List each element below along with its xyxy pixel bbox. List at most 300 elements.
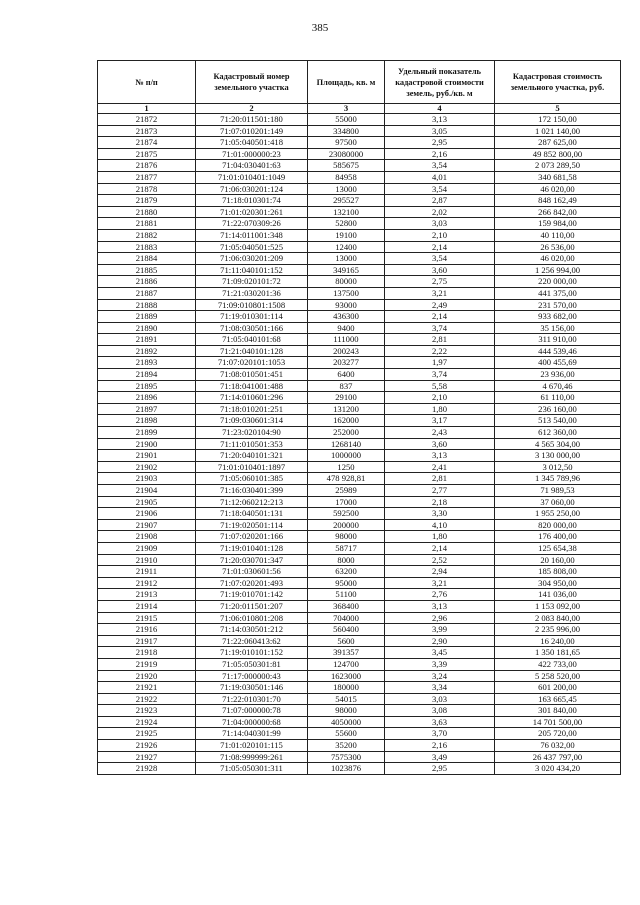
area-cell: 1268140 [308,438,385,450]
cadastral-value-cell: 35 156,00 [495,322,621,334]
cadastral-value-cell: 141 036,00 [495,589,621,601]
specific-value-cell: 2,41 [385,461,495,473]
cadastral-value-cell: 220 000,00 [495,276,621,288]
cadastral-value-cell: 1 345 789,96 [495,473,621,485]
table-body [98,114,621,775]
area-cell: 55000 [308,114,385,126]
cadastral-value-cell: 311 910,00 [495,334,621,346]
row-number-cell: 21926 [98,740,196,752]
specific-value-cell: 3,54 [385,160,495,172]
table-row [98,705,621,717]
specific-value-cell: 2,81 [385,473,495,485]
area-cell: 80000 [308,276,385,288]
header-area: Площадь, кв. м [308,61,385,104]
table-row [98,716,621,728]
area-cell: 111000 [308,334,385,346]
table-row [98,206,621,218]
table-row [98,403,621,415]
area-cell: 35200 [308,740,385,752]
cadastral-value-cell: 4 670,46 [495,380,621,392]
specific-value-cell: 1,80 [385,403,495,415]
specific-value-cell: 3,30 [385,508,495,520]
specific-value-cell: 2,94 [385,566,495,578]
area-cell: 837 [308,380,385,392]
cadastral-number-cell: 71:22:010301:70 [196,693,308,705]
table-row [98,496,621,508]
cadastral-number-cell: 71:22:060413:62 [196,635,308,647]
area-cell: 585675 [308,160,385,172]
area-cell: 252000 [308,427,385,439]
cadastral-number-cell: 71:05:050301:311 [196,763,308,775]
cadastral-number-cell: 71:05:050301:81 [196,658,308,670]
table-row [98,450,621,462]
cadastral-number-cell: 71:06:030201:124 [196,183,308,195]
cadastral-value-cell: 4 565 304,00 [495,438,621,450]
row-number-cell: 21923 [98,705,196,717]
cadastral-number-cell: 71:07:020101:1053 [196,357,308,369]
area-cell: 5600 [308,635,385,647]
cadastral-value-cell: 820 000,00 [495,519,621,531]
row-number-cell: 21924 [98,716,196,728]
specific-value-cell: 3,08 [385,705,495,717]
cadastral-value-cell: 14 701 500,00 [495,716,621,728]
table-row [98,357,621,369]
area-cell: 25989 [308,485,385,497]
cadastral-value-cell: 40 110,00 [495,229,621,241]
cadastral-number-cell: 71:11:010501:353 [196,438,308,450]
specific-value-cell: 5,58 [385,380,495,392]
table-row [98,137,621,149]
cadastral-number-cell: 71:20:040101:321 [196,450,308,462]
specific-value-cell: 1,97 [385,357,495,369]
row-number-cell: 21906 [98,508,196,520]
specific-value-cell: 2,87 [385,195,495,207]
table-row [98,160,621,172]
area-cell: 12400 [308,241,385,253]
cadastral-number-cell: 71:21:030201:36 [196,287,308,299]
cadastral-number-cell: 71:01:000000:23 [196,148,308,160]
row-number-cell: 21905 [98,496,196,508]
area-cell: 1623000 [308,670,385,682]
table-row [98,751,621,763]
cadastral-number-cell: 71:14:010601:296 [196,392,308,404]
area-cell: 98000 [308,531,385,543]
specific-value-cell: 3,13 [385,114,495,126]
table-row [98,195,621,207]
table-row [98,647,621,659]
table-row [98,171,621,183]
area-cell: 560400 [308,624,385,636]
table-row [98,624,621,636]
table-row [98,114,621,126]
row-number-cell: 21902 [98,461,196,473]
row-number-cell: 21904 [98,485,196,497]
specific-value-cell: 2,95 [385,137,495,149]
specific-value-cell: 2,02 [385,206,495,218]
row-number-cell: 21912 [98,577,196,589]
table-row [98,693,621,705]
specific-value-cell: 2,95 [385,763,495,775]
cadastral-number-cell: 71:20:011501:180 [196,114,308,126]
specific-value-cell: 3,49 [385,751,495,763]
table-row [98,334,621,346]
cadastral-value-cell: 1 256 994,00 [495,264,621,276]
specific-value-cell: 2,43 [385,427,495,439]
row-number-cell: 21883 [98,241,196,253]
table-row [98,253,621,265]
cadastral-number-cell: 71:04:000000:68 [196,716,308,728]
row-number-cell: 21895 [98,380,196,392]
row-number-cell: 21873 [98,125,196,137]
area-cell: 349165 [308,264,385,276]
specific-value-cell: 3,54 [385,183,495,195]
cadastral-number-cell: 71:14:040301:99 [196,728,308,740]
area-cell: 391357 [308,647,385,659]
table-row [98,658,621,670]
table-row [98,322,621,334]
specific-value-cell: 2,10 [385,392,495,404]
cadastral-number-cell: 71:14:011001:348 [196,229,308,241]
area-cell: 8000 [308,554,385,566]
column-number-row [98,104,621,114]
row-number-cell: 21885 [98,264,196,276]
cadastral-number-cell: 71:19:010401:128 [196,542,308,554]
table-row [98,392,621,404]
table-row [98,427,621,439]
row-number-cell: 21889 [98,311,196,323]
row-number-cell: 21908 [98,531,196,543]
cadastral-number-cell: 71:19:030501:146 [196,682,308,694]
area-cell: 13000 [308,183,385,195]
specific-value-cell: 2,52 [385,554,495,566]
cadastral-value-cell: 71 989,53 [495,485,621,497]
area-cell: 95000 [308,577,385,589]
table-row [98,531,621,543]
cadastral-number-cell: 71:20:030701:347 [196,554,308,566]
specific-value-cell: 3,60 [385,264,495,276]
cadastral-number-cell: 71:01:020301:261 [196,206,308,218]
cadastral-number-cell: 71:08:010501:451 [196,369,308,381]
cadastral-value-cell: 2 073 289,50 [495,160,621,172]
cadastral-value-cell: 3 130 000,00 [495,450,621,462]
area-cell: 19100 [308,229,385,241]
cadastral-number-cell: 71:08:999999:261 [196,751,308,763]
area-cell: 368400 [308,600,385,612]
area-cell: 478 928,81 [308,473,385,485]
area-cell: 295527 [308,195,385,207]
cadastral-number-cell: 71:20:011501:207 [196,600,308,612]
area-cell: 334800 [308,125,385,137]
row-number-cell: 21880 [98,206,196,218]
cadastral-number-cell: 71:09:030601:314 [196,415,308,427]
table-row [98,148,621,160]
table-row [98,241,621,253]
cadastral-value-cell: 3 020 434,20 [495,763,621,775]
area-cell: 29100 [308,392,385,404]
column-number: 5 [495,104,621,114]
row-number-cell: 21918 [98,647,196,659]
cadastral-number-cell: 71:07:020201:493 [196,577,308,589]
row-number-cell: 21897 [98,403,196,415]
cadastral-number-cell: 71:05:060101:385 [196,473,308,485]
specific-value-cell: 2,14 [385,542,495,554]
row-number-cell: 21894 [98,369,196,381]
area-cell: 97500 [308,137,385,149]
row-number-cell: 21872 [98,114,196,126]
cadastral-value-cell: 1 350 181,65 [495,647,621,659]
table-row [98,276,621,288]
cadastral-number-cell: 71:04:030401:63 [196,160,308,172]
cadastral-value-cell: 400 455,69 [495,357,621,369]
table-row [98,183,621,195]
header-row-number: № п/п [98,61,196,104]
area-cell: 6400 [308,369,385,381]
cadastral-value-cell: 1 153 092,00 [495,600,621,612]
area-cell: 132100 [308,206,385,218]
cadastral-value-cell: 76 032,00 [495,740,621,752]
header-row [98,61,621,104]
cadastral-value-cell: 172 150,00 [495,114,621,126]
table-row [98,438,621,450]
area-cell: 13000 [308,253,385,265]
cadastral-number-cell: 71:05:040101:68 [196,334,308,346]
specific-value-cell: 3,21 [385,577,495,589]
cadastral-value-cell: 601 200,00 [495,682,621,694]
cadastral-value-cell: 176 400,00 [495,531,621,543]
row-number-cell: 21890 [98,322,196,334]
cadastral-value-cell: 1 955 250,00 [495,508,621,520]
cadastral-number-cell: 71:01:010401:1049 [196,171,308,183]
area-cell: 200000 [308,519,385,531]
specific-value-cell: 2,16 [385,148,495,160]
table-row [98,264,621,276]
cadastral-number-cell: 71:18:010301:74 [196,195,308,207]
cadastral-value-cell: 340 681,58 [495,171,621,183]
cadastral-value-cell: 933 682,00 [495,311,621,323]
cadastral-value-cell: 422 733,00 [495,658,621,670]
table-row [98,554,621,566]
specific-value-cell: 2,76 [385,589,495,601]
cadastral-value-cell: 513 540,00 [495,415,621,427]
row-number-cell: 21910 [98,554,196,566]
row-number-cell: 21922 [98,693,196,705]
specific-value-cell: 2,96 [385,612,495,624]
row-number-cell: 21884 [98,253,196,265]
row-number-cell: 21927 [98,751,196,763]
cadastral-value-cell: 185 808,00 [495,566,621,578]
cadastral-value-cell: 2 235 996,00 [495,624,621,636]
column-number: 2 [196,104,308,114]
header-cadastral-number: Кадастровый номер земельного участка [196,61,308,104]
cadastral-value-cell: 441 375,00 [495,287,621,299]
cadastral-value-cell: 266 842,00 [495,206,621,218]
cadastral-value-cell: 46 020,00 [495,253,621,265]
column-number: 1 [98,104,196,114]
area-cell: 1250 [308,461,385,473]
column-number: 3 [308,104,385,114]
cadastral-number-cell: 71:07:010201:149 [196,125,308,137]
row-number-cell: 21916 [98,624,196,636]
specific-value-cell: 3,54 [385,253,495,265]
cadastral-value-cell: 1 021 140,00 [495,125,621,137]
row-number-cell: 21903 [98,473,196,485]
cadastral-value-cell: 287 625,00 [495,137,621,149]
cadastral-value-cell: 3 012,50 [495,461,621,473]
cadastral-value-cell: 444 539,46 [495,345,621,357]
header-specific-value: Удельный показатель кадастровой стоимости земель, руб./кв. м [385,61,495,104]
row-number-cell: 21921 [98,682,196,694]
specific-value-cell: 3,34 [385,682,495,694]
cadastral-number-cell: 71:05:040501:418 [196,137,308,149]
specific-value-cell: 3,05 [385,125,495,137]
table-row [98,508,621,520]
area-cell: 98000 [308,705,385,717]
cadastral-value-cell: 26 437 797,00 [495,751,621,763]
cadastral-number-cell: 71:18:041001:488 [196,380,308,392]
table-row [98,415,621,427]
row-number-cell: 21909 [98,542,196,554]
cadastral-number-cell: 71:01:010401:1897 [196,461,308,473]
specific-value-cell: 2,16 [385,740,495,752]
cadastral-value-cell: 301 840,00 [495,705,621,717]
table-row [98,635,621,647]
cadastral-number-cell: 71:14:030501:212 [196,624,308,636]
cadastral-number-cell: 71:23:020104:90 [196,427,308,439]
row-number-cell: 21900 [98,438,196,450]
cadastral-number-cell: 71:11:040101:152 [196,264,308,276]
specific-value-cell: 2,90 [385,635,495,647]
specific-value-cell: 4,01 [385,171,495,183]
specific-value-cell: 2,77 [385,485,495,497]
specific-value-cell: 3,60 [385,438,495,450]
area-cell: 55600 [308,728,385,740]
specific-value-cell: 3,74 [385,322,495,334]
cadastral-number-cell: 71:19:010301:114 [196,311,308,323]
row-number-cell: 21881 [98,218,196,230]
table-row [98,473,621,485]
cadastral-number-cell: 71:09:010801:1508 [196,299,308,311]
cadastral-number-cell: 71:06:010801:208 [196,612,308,624]
cadastral-value-cell: 236 160,00 [495,403,621,415]
area-cell: 84958 [308,171,385,183]
row-number-cell: 21878 [98,183,196,195]
header-cadastral-value: Кадастровая стоимость земельного участка, руб. [495,61,621,104]
table-row [98,299,621,311]
row-number-cell: 21875 [98,148,196,160]
area-cell: 124700 [308,658,385,670]
area-cell: 63200 [308,566,385,578]
cadastral-value-cell: 16 240,00 [495,635,621,647]
area-cell: 7575300 [308,751,385,763]
cadastral-value-cell: 159 984,00 [495,218,621,230]
table-row [98,600,621,612]
table-row [98,287,621,299]
specific-value-cell: 3,13 [385,450,495,462]
row-number-cell: 21911 [98,566,196,578]
cadastral-number-cell: 71:21:040101:128 [196,345,308,357]
specific-value-cell: 3,39 [385,658,495,670]
row-number-cell: 21901 [98,450,196,462]
row-number-cell: 21877 [98,171,196,183]
cadastral-value-cell: 612 360,00 [495,427,621,439]
row-number-cell: 21928 [98,763,196,775]
area-cell: 52800 [308,218,385,230]
specific-value-cell: 2,14 [385,241,495,253]
row-number-cell: 21887 [98,287,196,299]
row-number-cell: 21925 [98,728,196,740]
area-cell: 203277 [308,357,385,369]
table-row [98,229,621,241]
specific-value-cell: 2,18 [385,496,495,508]
cadastral-value-cell: 848 162,49 [495,195,621,207]
table-row [98,566,621,578]
specific-value-cell: 3,17 [385,415,495,427]
table-row [98,670,621,682]
row-number-cell: 21899 [98,427,196,439]
table-row [98,380,621,392]
table-row [98,125,621,137]
cadastral-value-cell: 231 570,00 [495,299,621,311]
cadastral-value-cell: 205 720,00 [495,728,621,740]
table-row [98,589,621,601]
row-number-cell: 21879 [98,195,196,207]
area-cell: 4050000 [308,716,385,728]
cadastral-value-table [97,60,621,775]
cadastral-value-cell: 26 536,00 [495,241,621,253]
row-number-cell: 21915 [98,612,196,624]
column-number: 4 [385,104,495,114]
cadastral-value-cell: 2 083 840,00 [495,612,621,624]
row-number-cell: 21876 [98,160,196,172]
cadastral-number-cell: 71:01:020101:115 [196,740,308,752]
area-cell: 23080000 [308,148,385,160]
cadastral-number-cell: 71:19:010701:142 [196,589,308,601]
cadastral-number-cell: 71:18:010201:251 [196,403,308,415]
table-row [98,728,621,740]
row-number-cell: 21896 [98,392,196,404]
area-cell: 162000 [308,415,385,427]
cadastral-value-cell: 125 654,38 [495,542,621,554]
table-row [98,682,621,694]
row-number-cell: 21892 [98,345,196,357]
cadastral-value-cell: 23 936,00 [495,369,621,381]
area-cell: 9400 [308,322,385,334]
specific-value-cell: 4,10 [385,519,495,531]
area-cell: 93000 [308,299,385,311]
specific-value-cell: 3,24 [385,670,495,682]
area-cell: 436300 [308,311,385,323]
row-number-cell: 21888 [98,299,196,311]
area-cell: 200243 [308,345,385,357]
area-cell: 704000 [308,612,385,624]
cadastral-value-cell: 304 950,00 [495,577,621,589]
area-cell: 1000000 [308,450,385,462]
specific-value-cell: 2,22 [385,345,495,357]
specific-value-cell: 2,49 [385,299,495,311]
specific-value-cell: 2,14 [385,311,495,323]
specific-value-cell: 1,80 [385,531,495,543]
area-cell: 51100 [308,589,385,601]
table-row [98,542,621,554]
specific-value-cell: 3,45 [385,647,495,659]
row-number-cell: 21907 [98,519,196,531]
page-number: 385 [311,22,329,34]
area-cell: 54015 [308,693,385,705]
specific-value-cell: 3,03 [385,218,495,230]
area-cell: 1023876 [308,763,385,775]
row-number-cell: 21874 [98,137,196,149]
specific-value-cell: 2,81 [385,334,495,346]
